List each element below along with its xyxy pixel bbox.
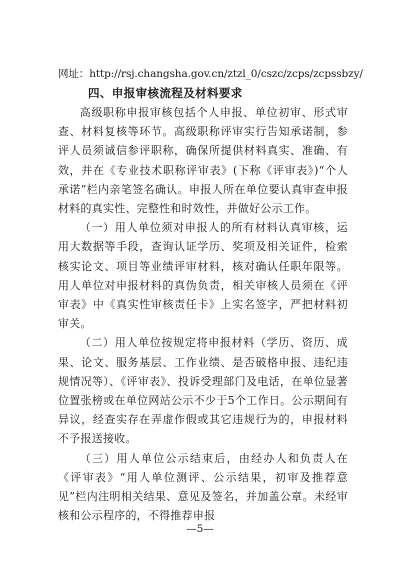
- url-line: 网址：http://rsj.changsha.gov.cn/ztzl_0/cszc/zcps/zcpssbzy/: [58, 68, 363, 80]
- paragraph-item-1: （一）用人单位须对申报人的所有材料认真审核，运用大数据等手段，查询认证学历、奖项及相关证件，检索核实论文、项目等业绩评审材料，核对确认任职年限等。用人单位对申报材料的真伪负责，相关审核人员须在《评审表》中《真实性审核责任卡》上实名签字，严把材料初审关。: [58, 221, 348, 331]
- paragraph-intro: 高级职称申报审核包括个人申报、单位初审、形式审查、材料复核等环节。高级职称评审实行告知承诺制，参评人员须诚信参评职称，确保所提供材料真实、准确、有效，并在《专业技术职称评审表》(下称《评审表》)“个人承诺”栏内亲笔签名确认。申报人所在单位要认真审查申报材料的真实性、完整性和时效性，并做好公示工作。: [58, 106, 348, 216]
- page-number: —5—: [186, 523, 214, 535]
- section-heading: 四、申报审核流程及材料要求: [88, 86, 243, 100]
- paragraph-item-2: （二）用人单位按规定将申报材料（学历、资历、成果、论文、服务基层、工作业绩、是否破格申报、违纪违规情况等）、《评审表》、投诉受理部门及电话，在单位显著位置张榜或在单位网站公示不少于5个工作日。公示期间有异议，经查实存在弄虚作假或其它违规行为的，申报材料不予报送接收。: [58, 336, 348, 446]
- paragraph-item-3: （三）用人单位公示结束后，由经办人和负责人在《评审表》“用人单位测评、公示结果，初审及推荐意见”栏内注明相关结果、意见及签名，并加盖公章。未经审核和公示程序的，不得推荐申报: [58, 451, 348, 523]
